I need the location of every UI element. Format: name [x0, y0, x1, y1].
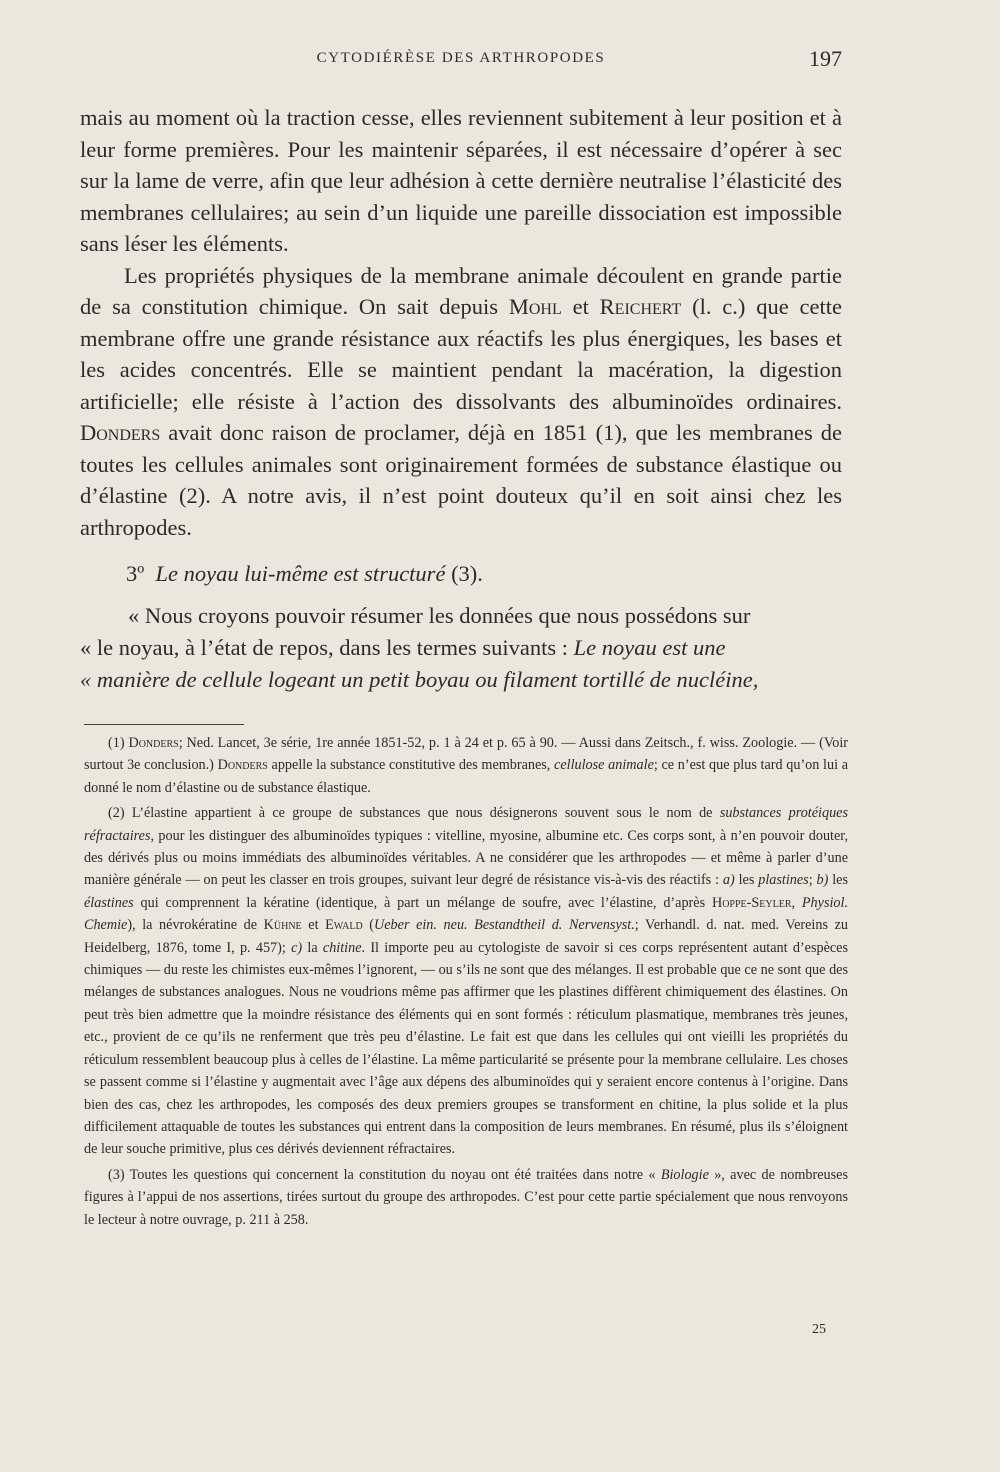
footnote-rule — [84, 724, 244, 725]
paragraph-2-part-b: et — [561, 294, 600, 319]
footnote-2-text-m: . Il importe peu au cytologiste de savoir si ces corps représentent autant d’espèces chimiques — du reste les chimistes eux-mêmes l’ignorent, — ou s’ils ne sont que des mélanges. Il est probable que ce ne sont que des mélanges de substances analogues. Nous ne voudrions même pas affirmer que les plastines diffèrent chimiquement des élastines. On peut très bien admettre que la moindre résistance des éléments qui en sont formés : réticulum plasmatique, membranes très jeunes, etc., provient de ce qu’ils ne renferment que très peu d’élastine. Le fait est que dans les cellules qui ont vieilli les propriétés du réticulum ressemblent beaucoup plus à celles de l’élastine. La même particularité se présente pour la membrane cellulaire. Les choses se passent comme si l’élastine y augmentait avec l’âge aux dépens des albuminoïdes qui y seraient encore contenus à l’origine. Dans bien des cas, chez les arthropodes, les composés des deux premiers groupes se transforment en chitine, la plus solide et la plus difficilement attaquable de toutes les substances qui entrent dans la composition de leurs membranes. En résumé, plus ils s’éloignent de leur souche primitive, plus ces dérivés deviennent réfractaires. — [84, 939, 848, 1158]
running-title: CYTODIÉRÈSE DES ARTHROPODES — [316, 50, 606, 66]
footnote-2-physiol: Physiol. Chemie — [84, 894, 848, 934]
section-heading — [126, 558, 826, 590]
footnote-2-text-b: , pour les distinguer des albuminoïdes typiques : vitelline, myosine, albumine etc. Ces corps sont, à n’en pouvoir douter, des dérivés plus ou moins immédiats des albuminoïdes véritables. A ne considérer que les arthropodes — et même à parler d’une manière générale — on peut les classer en trois groupes, suivant leur degré de résistance vis-à-vis des réactifs : — [84, 827, 848, 889]
paragraph-2 — [80, 260, 842, 544]
author-reichert: Reichert — [599, 294, 682, 319]
footnote-2-italic-1: substances protéiques réfractaires — [84, 805, 848, 844]
quote-line-2-text: « le noyau, à l’état de repos, dans les termes suivants : — [80, 635, 574, 660]
quote-line-3 — [80, 664, 846, 696]
paragraph-2-part-c: (l. c.) que cette membrane offre une grande résistance aux réactifs les plus énergiques, les bases et les acides concentrés. Elle se maintient pendant la macération, la digestion artificielle; elle résiste à l’action des dissolvants des albuminoïdes ordinaires. — [80, 294, 842, 414]
author-mohl: Mohl — [508, 294, 562, 319]
signature-mark: 25 — [812, 1322, 826, 1337]
footnote-2-text-k: ; Verhandl. d. nat. med. Vereins zu Heidelberg, 1876, tome I, p. 457); — [84, 917, 848, 956]
section-footnote-ref: (3). — [451, 561, 483, 586]
footnote-3-text-b: », avec de nombreuses figures à l’appui de nos assertions, tirées surtout du groupe des arthropodes. C’est pour cette partie spécialement que nous renvoyons le lecteur à notre ouvrage, p. 211 à 258. — [84, 1166, 848, 1228]
quote-block — [80, 600, 846, 696]
running-head — [80, 46, 842, 76]
footnote-2-text-d: ; — [808, 872, 817, 889]
footnote-2-ueber: Ueber ein. neu. Bestandtheil d. Nervensyst. — [374, 917, 635, 934]
footnote-2-chitine: chitine — [322, 939, 362, 956]
section-title: Le noyau lui-même est structuré — [155, 561, 446, 586]
footnote-1-mark: (1) — [108, 735, 129, 751]
footnote-2-text-h: ), la névrokératine de — [127, 917, 264, 934]
footnote-2-text-g: , — [791, 894, 802, 911]
footnote-2-text-j: ( — [362, 917, 375, 934]
footnote-2-text-l: la — [302, 939, 323, 956]
section-number: 3º — [126, 561, 145, 586]
paragraph-2-part-a: Les propriétés physiques de la membrane animale découlent en grande partie de sa constitution chimique. On sait depuis — [80, 262, 842, 319]
footnote-2-text-i: et — [301, 917, 326, 934]
author-donders: Donders — [80, 420, 161, 445]
footnote-2-mark-a: a) — [722, 872, 735, 889]
footnote-1-author: Donders — [128, 735, 179, 751]
quote-line-1: « Nous croyons pouvoir résumer les données que nous possédons sur — [128, 603, 751, 628]
footnote-2-mark-b: b) — [816, 872, 829, 889]
quote-line-2-italic: Le noyau est une — [573, 635, 726, 660]
footnote-1-italic: cellulose animale — [554, 757, 654, 774]
footnotes — [84, 732, 848, 1234]
footnote-2-text-e: les — [828, 872, 848, 889]
body-text — [80, 102, 842, 543]
footnote-1-text-d: ; ce n’est que plus tard qu’on lui a donné le nom d’élastine ou de substance élastique. — [84, 757, 849, 796]
footnote-2-elastines: élastines — [84, 894, 134, 911]
footnote-3 — [84, 1164, 848, 1231]
footnote-3-biologie: Biologie — [660, 1166, 709, 1183]
footnote-2-author-hoppe: Hoppe-Seyler — [711, 894, 792, 911]
footnote-2-plastines: plastines — [758, 872, 809, 889]
footnote-2-author-kuhne: Kühne — [263, 917, 302, 934]
footnote-1 — [84, 732, 848, 799]
footnote-2-mark-c: c) — [291, 939, 303, 956]
footnote-1-author-2: Donders — [217, 757, 268, 774]
footnote-2-text-a: (2) L’élastine appartient à ce groupe de substances que nous désignerons souvent sous le nom de — [108, 805, 720, 822]
footnote-3-text-a: (3) Toutes les questions qui concernent la constitution du noyau ont été traitées dans notre « — [108, 1166, 661, 1183]
footnote-2-text-f: qui comprennent la kératine (identique, à part un mélange de soufre, avec l’élastine, d’après — [133, 894, 712, 911]
page-number: 197 — [809, 46, 842, 71]
footnote-2-author-ewald: Ewald — [325, 917, 363, 934]
footnote-2 — [84, 802, 848, 1161]
footnote-2-text-c: les — [734, 872, 759, 889]
quote-line-3-italic: « manière de cellule logeant un petit boyau ou filament tortillé de nucléine, — [80, 667, 759, 692]
paragraph-1: mais au moment où la traction cesse, elles reviennent subitement à leur position et à leur forme premières. Pour les maintenir séparées, il est nécessaire d’opérer à sec sur la lame de verre, afin que leur adhésion à cette dernière neutralise l’élasticité des membranes cellulaires; au sein d’un liquide une pareille dissociation est impossible sans léser les éléments. — [80, 105, 842, 256]
footnote-1-text-b: ; Ned. Lancet, 3e série, 1re année 1851-52, p. 1 à 24 et p. 65 à 90. — Aussi dans Zeitsch., f. wiss. Zoologie. — (Voir surtout 3e conclusion.) — [84, 735, 849, 774]
quote-line-2 — [80, 632, 846, 664]
paragraph-2-part-d: avait donc raison de proclamer, déjà en 1851 (1), que les membranes de toutes les cellules animales sont originairement formées de substance élastique ou d’élastine (2). A notre avis, il n’est point douteux qu’il en soit ainsi chez les arthropodes. — [80, 420, 842, 540]
footnote-1-text-c: appelle la substance constitutive des membranes, — [267, 757, 555, 774]
